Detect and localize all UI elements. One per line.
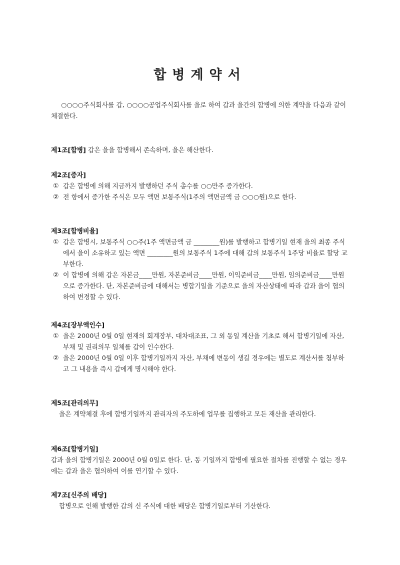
item-number: ② bbox=[53, 193, 59, 201]
article-text: 을은 계약체결 후에 합병기일까지 관리자의 주도하에 업무를 집행하고 모든 재산을 관리한다. bbox=[59, 410, 316, 418]
item-text: 갑은 합병시, 보통주식 ○○주(1주 액면금액 금 ________원)를 발행하고 합병기일 현재 을의 최종 주식에서 을이 소유하고 있는 액면 ________원의 보통주식 1주에 대해 갑의 보통주식 1주당 비율로 할당 교부한다. bbox=[63, 238, 348, 268]
intro-paragraph: ○○○○주식회사를 갑, ○○○○공업주식회사를 을로 하여 갑과 을간의 합병에 의한 계약을 다음과 같이 체결한다. bbox=[51, 101, 349, 120]
article-item bbox=[51, 192, 350, 203]
article-heading: 제3조[합병비율] bbox=[51, 227, 99, 235]
article-6 bbox=[51, 444, 350, 477]
document-title: 합병계약서 bbox=[153, 68, 247, 83]
article-item bbox=[51, 270, 350, 303]
article-text: 합병으로 인해 발행한 갑의 신 주식에 대한 배당은 합병기일로부터 기산한다. bbox=[59, 502, 271, 510]
item-text: 을은 2000년 0월 0일 이후 합병기일까지 자산, 부채에 변동이 생길 경우에는 별도로 계산서를 첨부하고 그 내용을 즉시 갑에게 명시해야 한다. bbox=[63, 354, 345, 373]
item-number: ① bbox=[53, 332, 59, 340]
article-heading: 제1조[합병] bbox=[51, 146, 86, 154]
article-heading: 제5조[관리의무] bbox=[51, 399, 99, 407]
article-text: 갑과 을의 합병기일은 2000년 0월 0일로 한다. 단, 동 기일까지 합병에 필요한 절차를 진행할 수 없는 경우에는 갑과 을은 협의하여 이를 연기할 수 있다. bbox=[51, 456, 347, 475]
article-heading: 제4조[장부액인수] bbox=[51, 321, 105, 329]
article-7 bbox=[51, 490, 350, 512]
article-item bbox=[51, 353, 350, 375]
item-text: 갑은 합병에 의해 지금까지 발행하던 주식 총수를 ○○만주 증가한다. bbox=[63, 182, 253, 190]
article-heading: 제2조[증자] bbox=[51, 171, 86, 179]
article-text: 갑은 을을 합병해서 존속하며, 을은 해산한다. bbox=[85, 146, 214, 154]
article-3 bbox=[51, 226, 350, 303]
article-1 bbox=[51, 145, 350, 156]
article-heading: 제6조[합병기일] bbox=[51, 445, 99, 453]
article-5 bbox=[51, 398, 350, 420]
item-text: 을은 2000년 0월 0일 현재의 회계장부, 대차대조표, 그 외 동일 계산을 기초로 해서 합병기일에 자산, 부채 및 권리의무 일체를 갑이 인수한다. bbox=[63, 332, 345, 351]
item-number: ① bbox=[53, 182, 59, 190]
article-4 bbox=[51, 320, 350, 375]
item-number: ② bbox=[53, 271, 59, 279]
item-number: ② bbox=[53, 354, 59, 362]
article-2 bbox=[51, 170, 350, 203]
item-text: 이 합병에 의해 갑은 자본금____만원, 자본준비금____만원, 이익준비금____만원, 임의준비금____만원으로 증가한다. 단, 자본준비금에 대해서는 병합기일을 기준으로 을의 자산상태에 따라 갑과 을이 협의하여 변경할 수 있다. bbox=[63, 271, 345, 301]
article-item bbox=[51, 181, 350, 192]
item-number: ① bbox=[53, 238, 59, 246]
article-item bbox=[51, 237, 350, 270]
item-text: 전 항에서 증가한 주식은 모두 액면 보통주식(1주의 액면금액 금 ○○○원)으로 한다. bbox=[63, 193, 297, 201]
article-heading: 제7조[신주의 배당] bbox=[51, 491, 107, 499]
article-item bbox=[51, 331, 350, 353]
